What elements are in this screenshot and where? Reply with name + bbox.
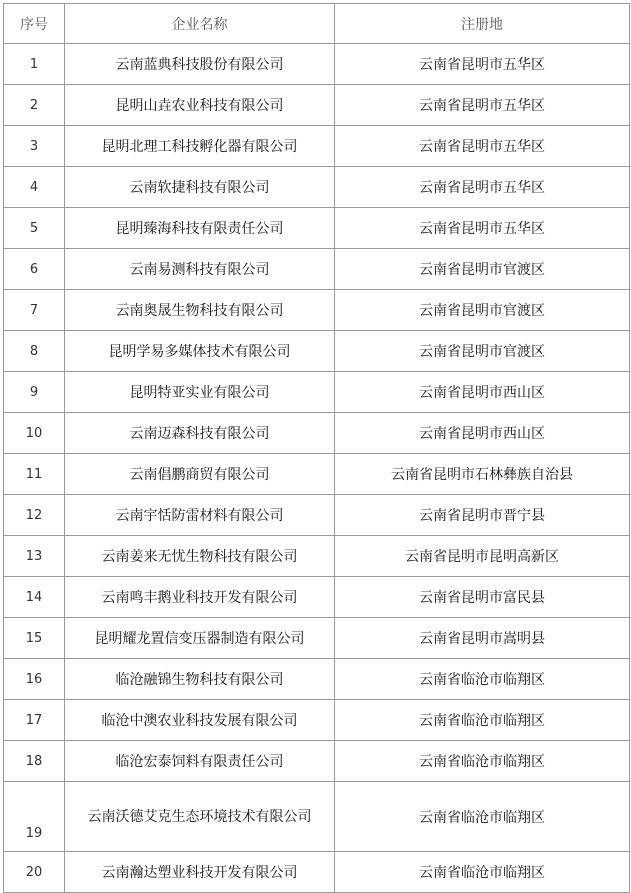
table-row [4,290,630,331]
header-company-name: 企业名称 [65,4,335,44]
row-registered-location: 云南省临沧市临翔区 [335,852,630,893]
row-company-name: 云南瀚达塑业科技开发有限公司 [65,852,335,893]
row-registered-location: 云南省昆明市五华区 [335,44,630,85]
row-company-name: 云南倡鹏商贸有限公司 [65,454,335,495]
row-company-name: 昆明臻海科技有限责任公司 [65,208,335,249]
row-serial-number: 2 [4,85,65,126]
row-company-name: 临沧宏泰饲料有限责任公司 [65,741,335,782]
row-company-name: 云南迈森科技有限公司 [65,413,335,454]
row-serial-number: 20 [4,852,65,893]
row-company-name: 云南姜来无忧生物科技有限公司 [65,536,335,577]
row-registered-location: 云南省临沧市临翔区 [335,782,630,852]
row-serial-number: 17 [4,700,65,741]
row-serial-number: 3 [4,126,65,167]
row-registered-location: 云南省临沧市临翔区 [335,700,630,741]
row-serial-number: 13 [4,536,65,577]
row-registered-location: 云南省临沧市临翔区 [335,659,630,700]
row-registered-location: 云南省昆明市石林彝族自治县 [335,454,630,495]
table-row [4,372,630,413]
row-serial-number: 11 [4,454,65,495]
row-serial-number: 18 [4,741,65,782]
row-serial-number: 12 [4,495,65,536]
row-company-name: 临沧融锦生物科技有限公司 [65,659,335,700]
header-registered-location: 注册地 [335,4,630,44]
table-row [4,167,630,208]
row-serial-number: 15 [4,618,65,659]
row-company-name: 云南宇恬防雷材料有限公司 [65,495,335,536]
row-serial-number: 16 [4,659,65,700]
row-registered-location: 云南省昆明市西山区 [335,372,630,413]
row-company-name: 昆明学易多媒体技术有限公司 [65,331,335,372]
company-table [3,3,630,893]
table-row [4,413,630,454]
row-serial-number: 8 [4,331,65,372]
row-company-name: 临沧中澳农业科技发展有限公司 [65,700,335,741]
row-registered-location: 云南省昆明市五华区 [335,208,630,249]
row-serial-number: 19 [4,782,65,852]
row-registered-location: 云南省昆明市昆明高新区 [335,536,630,577]
row-serial-number: 10 [4,413,65,454]
row-company-name: 昆明耀龙置信变压器制造有限公司 [65,618,335,659]
row-serial-number: 14 [4,577,65,618]
row-registered-location: 云南省临沧市临翔区 [335,741,630,782]
row-serial-number: 9 [4,372,65,413]
table-row [4,85,630,126]
row-registered-location: 云南省昆明市五华区 [335,85,630,126]
row-registered-location: 云南省昆明市嵩明县 [335,618,630,659]
row-company-name: 云南易测科技有限公司 [65,249,335,290]
row-registered-location: 云南省昆明市官渡区 [335,331,630,372]
table-row [4,208,630,249]
row-serial-number: 5 [4,208,65,249]
row-company-name: 昆明特亚实业有限公司 [65,372,335,413]
row-company-name: 云南沃德艾克生态环境技术有限公司 [65,782,335,852]
row-registered-location: 云南省昆明市官渡区 [335,249,630,290]
row-registered-location: 云南省昆明市五华区 [335,126,630,167]
row-registered-location: 云南省昆明市五华区 [335,167,630,208]
row-company-name: 昆明山垚农业科技有限公司 [65,85,335,126]
row-serial-number: 1 [4,44,65,85]
table-row [4,331,630,372]
table-row [4,852,630,893]
row-company-name: 云南鸣丰鹅业科技开发有限公司 [65,577,335,618]
row-registered-location: 云南省昆明市官渡区 [335,290,630,331]
table-row [4,782,630,852]
table-row [4,126,630,167]
table-row [4,44,630,85]
table-row [4,495,630,536]
row-company-name: 昆明北理工科技孵化器有限公司 [65,126,335,167]
table-row [4,741,630,782]
row-registered-location: 云南省昆明市西山区 [335,413,630,454]
row-registered-location: 云南省昆明市晋宁县 [335,495,630,536]
header-serial-number: 序号 [4,4,65,44]
table-row [4,659,630,700]
table-row [4,618,630,659]
table-row [4,577,630,618]
row-serial-number: 7 [4,290,65,331]
row-serial-number: 6 [4,249,65,290]
table-row [4,249,630,290]
row-registered-location: 云南省昆明市富民县 [335,577,630,618]
row-company-name: 云南蓝典科技股份有限公司 [65,44,335,85]
table-row [4,700,630,741]
table-header-row [4,4,630,44]
row-company-name: 云南软捷科技有限公司 [65,167,335,208]
row-serial-number: 4 [4,167,65,208]
table-row [4,454,630,495]
row-company-name: 云南奥晟生物科技有限公司 [65,290,335,331]
table-body [4,44,630,893]
table-row [4,536,630,577]
